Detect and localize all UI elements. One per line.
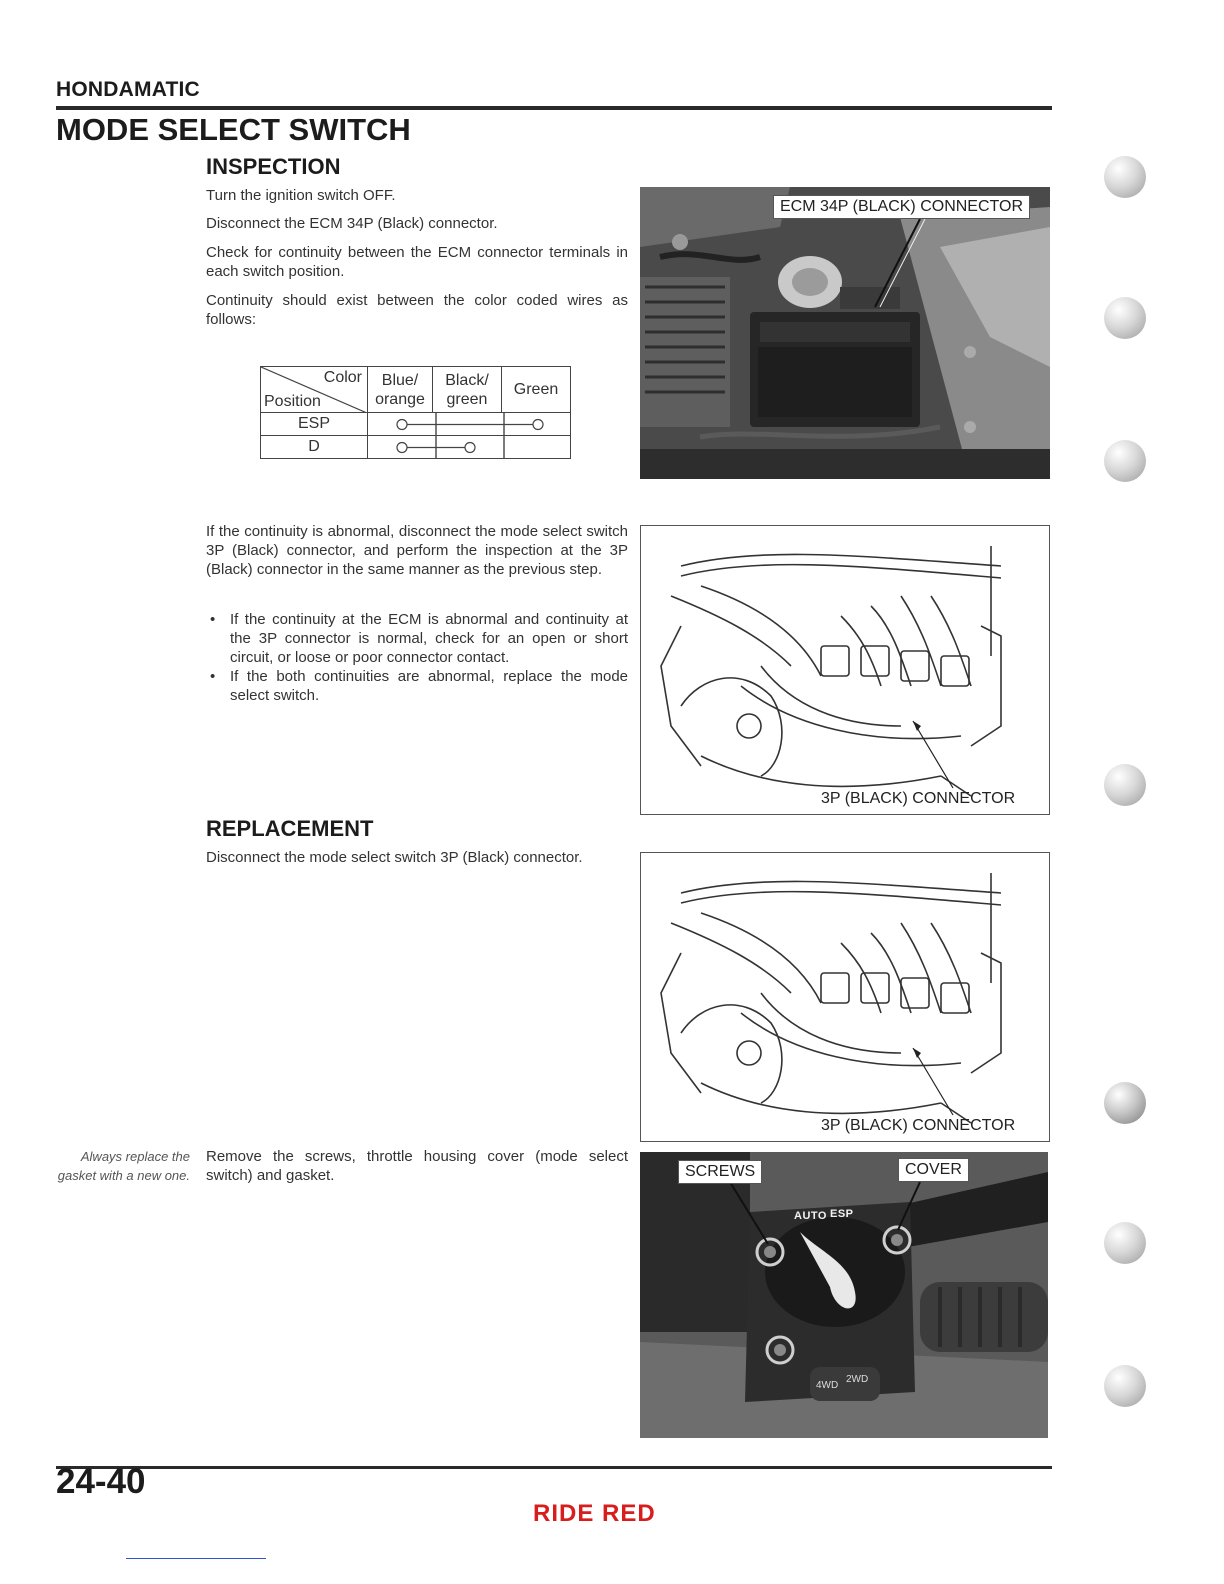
list-item: • If the continuity at the ECM is abnormal and continuity at the 3P connector is normal, check for an open or short circuit, or loose or poor connector contact. (206, 610, 628, 667)
corner-position-label: Position (264, 393, 321, 410)
table-corner-cell (261, 367, 368, 413)
inspection-step-1: Turn the ignition switch OFF. (206, 187, 396, 204)
section-tab-dot (1104, 764, 1146, 806)
footer-rule (56, 1466, 1052, 1469)
connector-drawing-2 (641, 853, 1049, 1141)
page-title: MODE SELECT SWITCH (56, 112, 411, 147)
switch-esp-mark: ESP (830, 1208, 854, 1220)
footer-brand-logo: RIDE RED (533, 1500, 656, 1527)
continuity-cell (368, 436, 571, 459)
cover-callout: COVER (898, 1158, 969, 1182)
selector-4wd-mark: 4WD (816, 1380, 839, 1391)
section-tab-dot (1104, 1365, 1146, 1407)
connector-callout-2: 3P (BLACK) CONNECTOR (821, 1117, 1016, 1134)
bullet-list (206, 610, 628, 705)
continuity-mark-d (368, 436, 570, 459)
row-position: ESP (261, 413, 368, 436)
bottom-link-underline (126, 1558, 266, 1559)
throttle-photo-drawing (640, 1152, 1048, 1438)
replacement-step-2: Remove the screws, throttle housing cover (mode select switch) and gasket. (206, 1148, 628, 1184)
section-tab-dot (1104, 297, 1146, 339)
connector-callout-1: 3P (BLACK) CONNECTOR (821, 790, 1016, 807)
list-item: • If the both continuities are abnormal, replace the mode select switch. (206, 667, 628, 705)
continuity-mark-esp (368, 413, 570, 436)
ecm-connector-callout: ECM 34P (BLACK) CONNECTOR (773, 195, 1030, 219)
abnormal-paragraph: If the continuity is abnormal, disconnect the mode select switch 3P (Black) connector, and perform the inspection at the 3P (Black) connector in the same manner as the previous step. (206, 523, 628, 578)
replacement-heading: REPLACEMENT (206, 816, 374, 841)
continuity-cell (368, 413, 571, 436)
page-number: 24-40 (56, 1462, 146, 1501)
inspection-step-2: Disconnect the ECM 34P (Black) connector. (206, 215, 498, 232)
column-header: Blue/ orange (368, 367, 433, 413)
throttle-housing-photo (640, 1152, 1048, 1438)
switch-auto-mark: AUTO (794, 1210, 827, 1222)
corner-color-label: Color (323, 369, 362, 386)
selector-2wd-mark: 2WD (846, 1374, 869, 1385)
column-header: Black/ green (433, 367, 502, 413)
ecm-connector-photo (640, 187, 1050, 479)
connector-drawing-1 (641, 526, 1049, 814)
row-position: D (261, 436, 368, 459)
section-label: HONDAMATIC (56, 78, 200, 101)
section-tab-dot (1104, 440, 1146, 482)
section-tab-dot (1104, 156, 1146, 198)
connector-diagram-2 (640, 852, 1050, 1142)
inspection-step-3: Check for continuity between the ECM connector terminals in each switch position. (206, 244, 628, 280)
column-header: Green (502, 367, 571, 413)
screws-callout: SCREWS (678, 1160, 762, 1184)
continuity-table (260, 366, 571, 459)
section-tab-dot (1104, 1222, 1146, 1264)
replacement-step-1: Disconnect the mode select switch 3P (Black) connector. (206, 849, 583, 866)
section-tab-dot-active (1104, 1082, 1146, 1124)
header-rule (56, 106, 1052, 110)
margin-note: Always replace the gasket with a new one. (57, 1149, 190, 1183)
inspection-step-4: Continuity should exist between the color coded wires as follows: (206, 292, 628, 328)
inspection-heading: INSPECTION (206, 154, 341, 179)
connector-diagram-1 (640, 525, 1050, 815)
ecm-photo-drawing (640, 187, 1050, 479)
